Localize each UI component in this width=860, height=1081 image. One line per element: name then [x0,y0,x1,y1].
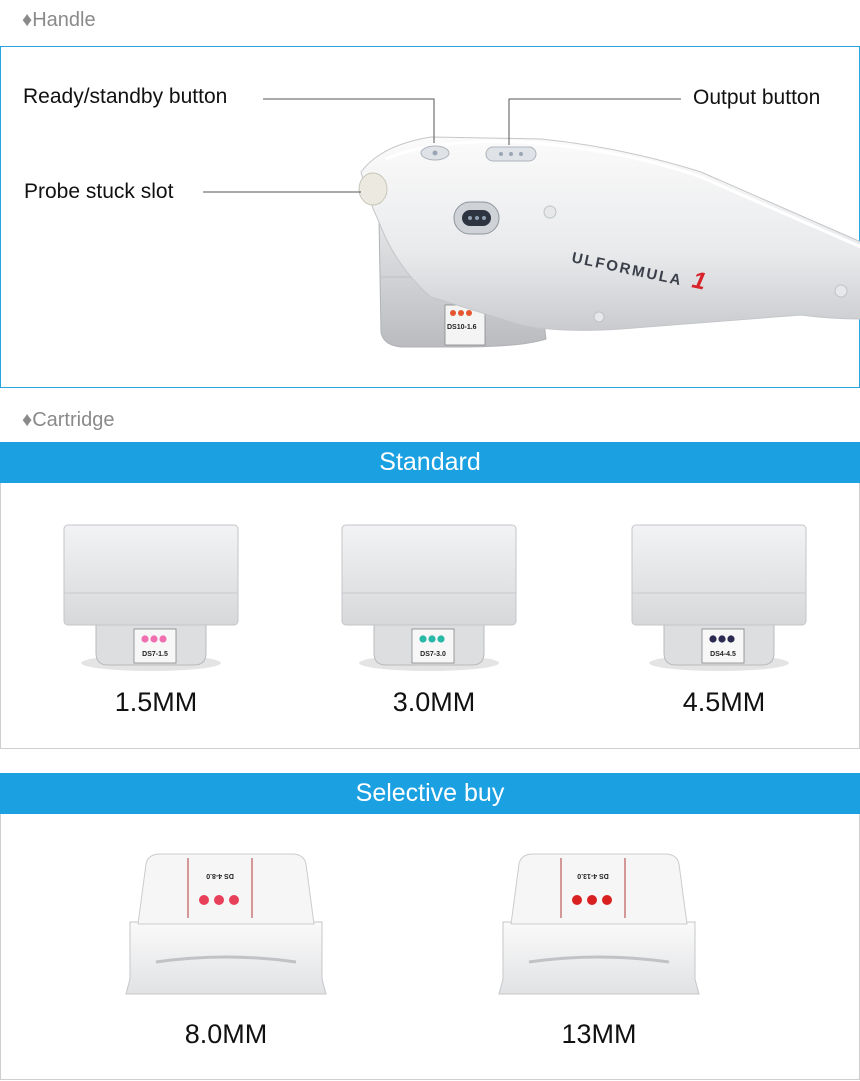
cartridge-dot [159,635,166,642]
cartridge-dot [141,635,148,642]
selective-card [0,814,860,1080]
cartridge-dot [229,895,239,905]
cartridge-code: DS7-3.0 [420,651,446,658]
cartridge-dot [437,635,444,642]
cartridge-code: DS 4-8.0 [206,872,234,879]
cartridge-section-title: ♦Cartridge [22,409,115,431]
standard-size-label: 4.5MM [682,687,766,717]
selective-size-label: 8.0MM [184,1019,268,1049]
handle-panel [0,46,860,388]
selective-cartridge-image [489,844,709,1014]
cartridge-code: DS7-1.5 [142,651,168,658]
output-button-label: Output button [693,86,821,109]
ready-standby-label: Ready/standby button [23,85,228,108]
probe-slot-label: Probe stuck slot [24,180,174,203]
handle-section-title: ♦Handle [22,9,96,31]
cartridge-dot [602,895,612,905]
cartridge-dot [199,895,209,905]
standard-size-label: 3.0MM [392,687,476,717]
standard-size-label: 1.5MM [114,687,198,717]
cartridge-dot [587,895,597,905]
cartridge-dot [727,635,734,642]
standard-cartridge-image [624,513,814,673]
cartridge-code: DS4-4.5 [710,651,736,658]
standard-cartridge-image [334,513,524,673]
handle-logo-text: ULFORMULA [570,249,685,290]
handle-logo-mark: 1 [689,266,709,296]
selective-size-label: 13MM [561,1019,637,1049]
selective-cartridge-image [116,844,336,1014]
selective-banner: Selective buy [0,773,860,814]
cartridge-dot [150,635,157,642]
cartridge-code: DS 4-13.0 [577,872,609,879]
standard-cartridge-image [56,513,246,673]
cartridge-dot [214,895,224,905]
cartridge-dot [572,895,582,905]
handle-probe-code: DS10-1.6 [447,324,477,331]
cartridge-dot [428,635,435,642]
standard-card [0,483,860,749]
standard-banner: Standard [0,442,860,483]
cartridge-dot [718,635,725,642]
cartridge-dot [709,635,716,642]
cartridge-dot [419,635,426,642]
